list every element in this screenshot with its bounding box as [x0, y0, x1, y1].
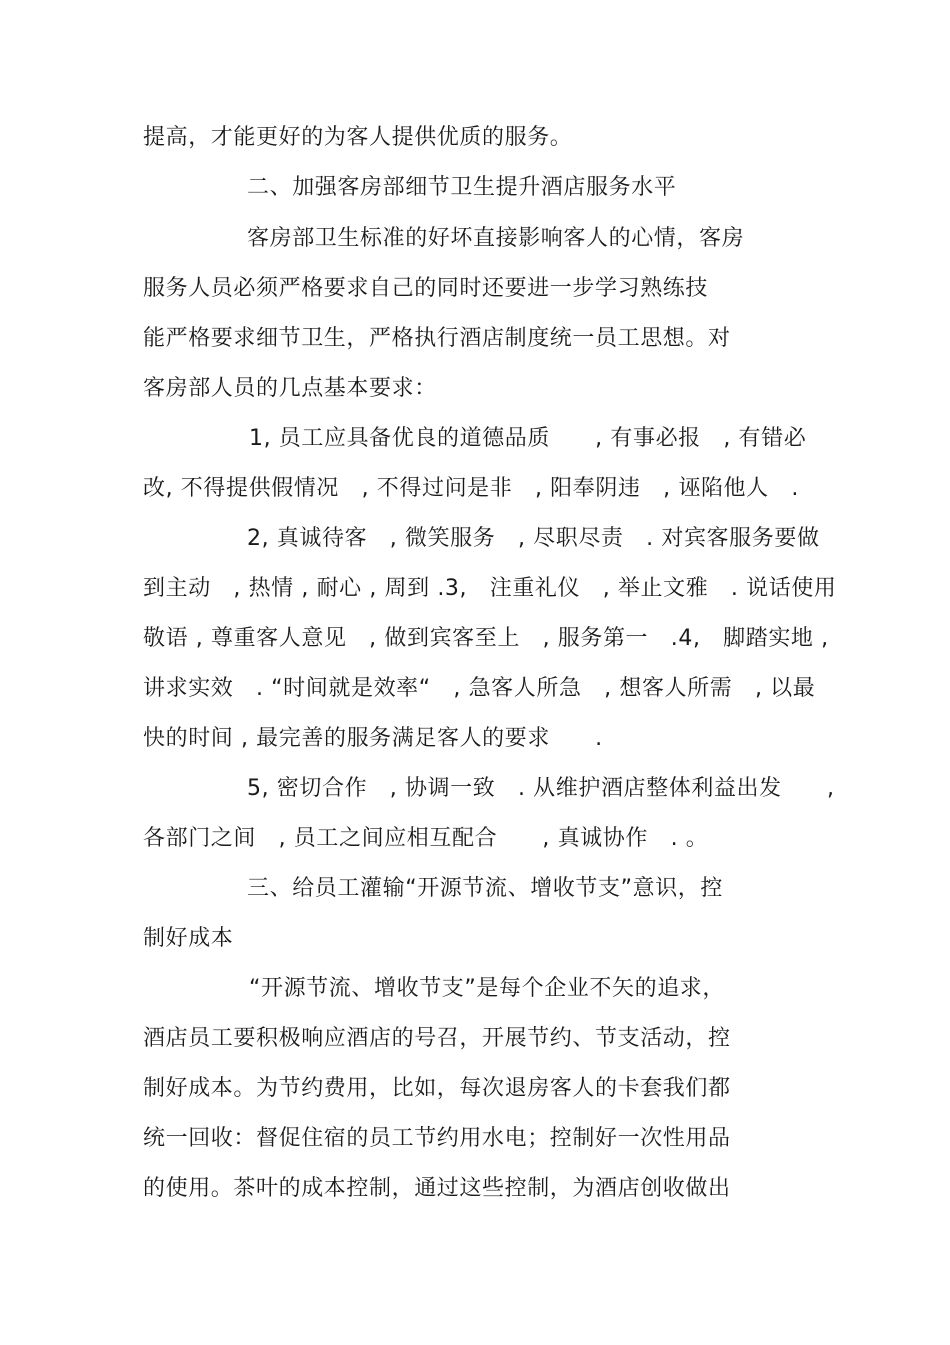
- text-line: 各部门之间 , 员工之间应相互配合 , 真诚协作 . 。: [143, 826, 709, 851]
- section-heading-continued: 制好成本: [143, 926, 234, 951]
- text-line: 统一回收：督促住宿的员工节约用水电；控制好一次性用品: [143, 1126, 731, 1151]
- section-heading: 二、加强客房部细节卫生提升酒店服务水平: [247, 175, 677, 200]
- text-line: 客房部人员的几点基本要求：: [143, 376, 437, 401]
- text-line: 的使用。茶叶的成本控制，通过这些控制，为酒店创收做出: [143, 1176, 731, 1201]
- text-line: 2, 真诚待客 , 微笑服务 , 尽职尽责 . 对宾客服务要做: [247, 526, 820, 551]
- text-line: 讲求实效 . “时间就是效率“ , 急客人所急 , 想客人所需 , 以最: [143, 676, 816, 701]
- section-heading: 三、给员工灌输“开源节流、增收节支”意识，控: [247, 876, 723, 901]
- text-line: 客房部卫生标准的好坏直接影响客人的心情，客房: [247, 226, 745, 251]
- text-line: 服务人员必须严格要求自己的同时还要进一步学习熟练技: [143, 276, 709, 301]
- text-line: 能严格要求细节卫生，严格执行酒店制度统一员工思想。对: [143, 326, 731, 351]
- text-line: 制好成本。为节约费用，比如，每次退房客人的卡套我们都: [143, 1076, 731, 1101]
- text-line: 5, 密切合作 , 协调一致 . 从维护酒店整体利益出发 ,: [247, 776, 835, 801]
- text-line: 到主动 , 热情 , 耐心 , 周到 .3, 注重礼仪 , 举止文雅 . 说话使用: [143, 576, 837, 601]
- text-line: 1, 员工应具备优良的道德品质 , 有事必报 , 有错必: [249, 426, 807, 451]
- text-line: 提高，才能更好的为客人提供优质的服务。: [143, 125, 573, 150]
- text-line: 酒店员工要积极响应酒店的号召，开展节约、节支活动，控: [143, 1026, 731, 1051]
- text-line: 改, 不得提供假情况 , 不得过问是非 , 阳奉阴违 , 诬陷他人 .: [143, 476, 799, 501]
- text-line: “开源节流、增收节支”是每个企业不矢的追求，: [249, 976, 725, 1001]
- text-line: 敬语 , 尊重客人意见 , 做到宾客至上 , 服务第一 .4, 脚踏实地 ,: [143, 626, 829, 651]
- text-line: 快的时间 , 最完善的服务满足客人的要求 .: [143, 726, 603, 751]
